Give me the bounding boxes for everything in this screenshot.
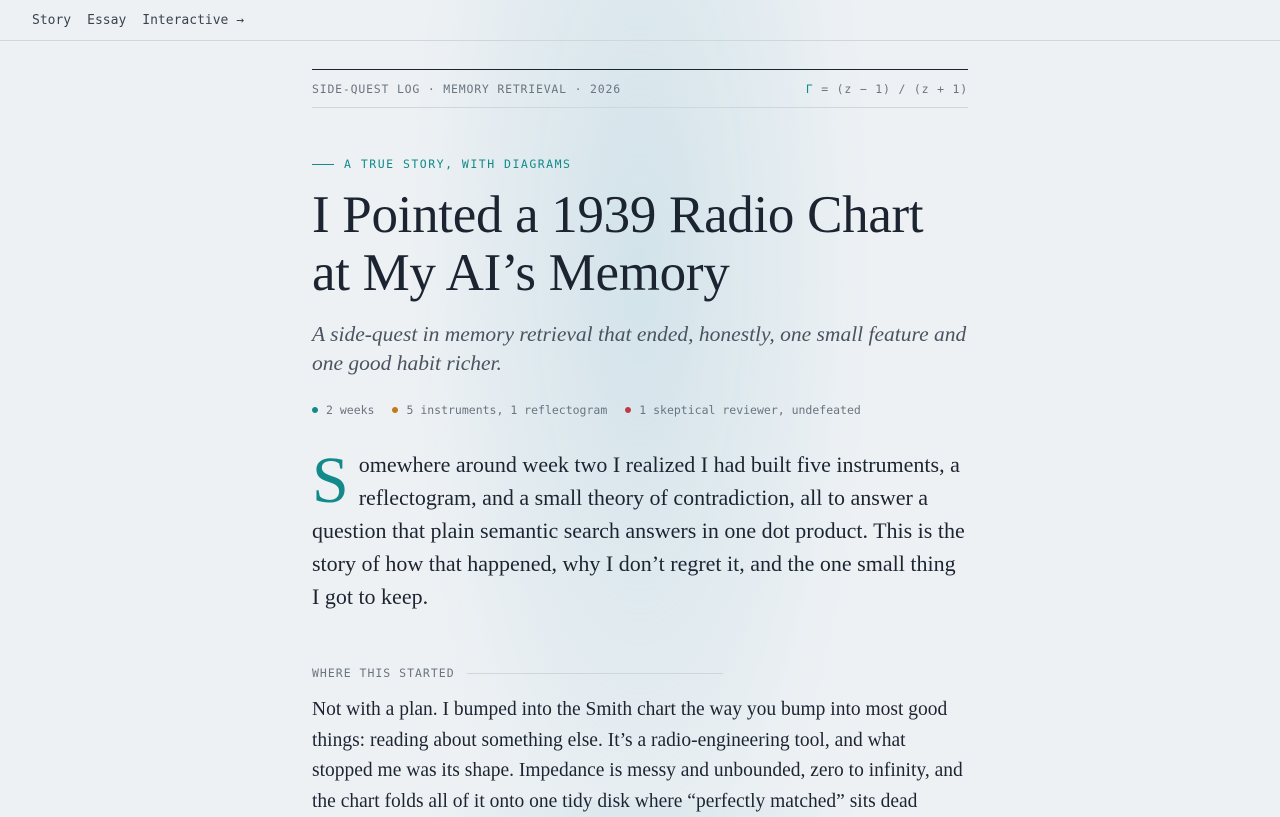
masthead-formula: = (z − 1) / (z + 1) — [813, 81, 968, 96]
drop-cap: S — [312, 444, 349, 517]
section-heading-rule — [467, 673, 723, 674]
meta-item-duration — [312, 403, 374, 417]
masthead-gamma-symbol: Γ — [805, 81, 814, 96]
meta-dot-icon — [392, 407, 398, 413]
meta-item-instruments — [392, 403, 607, 417]
section-body-paragraph: Not with a plan. I bumped into the Smith chart the way you bump into most good things: reading about something else. It’s a radio-engineering tool, and what stopped me was its shape. Impedance is messy and unbounded, zero to infinity, and the chart folds all of it onto one tidy disk where “perfectly matched” sits dead — [312, 699, 963, 812]
meta-dot-icon — [625, 407, 631, 413]
meta-label: 5 instruments, 1 reflectogram — [406, 403, 608, 417]
lede-paragraph — [312, 444, 968, 613]
nav-story-link[interactable]: Story — [32, 12, 72, 28]
meta-row — [312, 403, 968, 417]
meta-label: 2 weeks — [326, 403, 375, 417]
masthead — [312, 69, 968, 108]
eyebrow-label: A TRUE STORY, WITH DIAGRAMS — [344, 157, 572, 171]
lede-text: omewhere around week two I realized I had built five instruments, a reflectogram, and a small theory of contradiction, all to answer a question that plain semantic search answers in one dot product. This is the story of how that happened, why I don’t regret it, and the one small thing I got to keep. — [312, 452, 965, 609]
meta-item-reviewer — [625, 403, 861, 417]
nav-essay-link[interactable]: Essay — [87, 12, 127, 28]
meta-label: 1 skeptical reviewer, undefeated — [639, 403, 861, 417]
eyebrow-rule — [312, 164, 334, 165]
meta-dot-icon — [312, 407, 318, 413]
top-nav — [0, 0, 1280, 41]
page-title: I Pointed a 1939 Radio Chart at My AI’s Memory — [312, 186, 924, 302]
eyebrow — [312, 157, 968, 171]
masthead-formula-wrap — [806, 82, 968, 96]
nav-interactive-link[interactable]: Interactive → — [142, 12, 245, 28]
masthead-kicker: SIDE-QUEST LOG · MEMORY RETRIEVAL · 2026 — [312, 81, 621, 96]
page-subtitle: A side-quest in memory retrieval that ended, honestly, one small feature and one good habit richer. — [312, 322, 967, 375]
section-heading — [312, 666, 968, 680]
section-heading-label: WHERE THIS STARTED — [312, 666, 455, 680]
